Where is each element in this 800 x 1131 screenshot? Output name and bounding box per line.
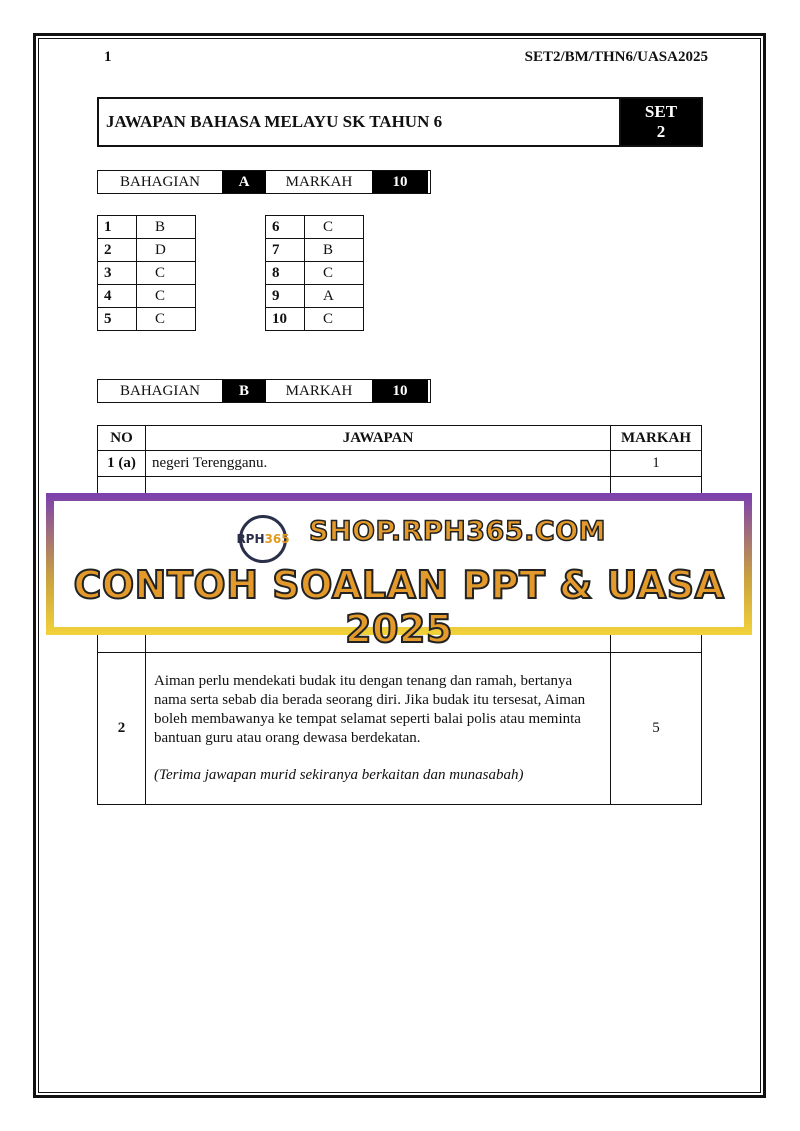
question-number: 8	[266, 262, 305, 285]
question-number: 3	[98, 262, 137, 285]
table-row	[98, 216, 196, 239]
question-number: 5	[98, 308, 137, 331]
question-number: 4	[98, 285, 137, 308]
header-no: NO	[98, 426, 146, 451]
page-number: 1	[104, 49, 112, 65]
question-number: 2	[98, 239, 137, 262]
table-header-row	[98, 426, 702, 451]
table-row	[98, 308, 196, 331]
answer-letter: C	[137, 308, 196, 331]
shop-url[interactable]: SHOP.RPH365.COM	[309, 516, 607, 547]
table-row	[266, 285, 364, 308]
document-title: JAWAPAN BAHASA MELAYU SK TAHUN 6	[99, 99, 621, 145]
answer-letter: C	[305, 262, 364, 285]
header-answer: JAWAPAN	[146, 426, 611, 451]
question-number: 1	[98, 216, 137, 239]
row-marks: 5	[611, 653, 702, 805]
answers-table-left	[97, 215, 196, 331]
set-badge	[621, 99, 701, 145]
answer-letter: D	[137, 239, 196, 262]
answers-table-right	[265, 215, 364, 331]
table-row	[266, 262, 364, 285]
question-number: 9	[266, 285, 305, 308]
answer-letter: C	[137, 262, 196, 285]
section-a-bar	[97, 170, 431, 194]
promo-banner-inner	[54, 501, 744, 651]
row-answer-cell	[146, 653, 611, 805]
table-row	[266, 308, 364, 331]
row-answer-note: (Terima jawapan murid sekiranya berkaitan dan munasabah)	[154, 767, 524, 783]
table-row	[98, 285, 196, 308]
question-number: 7	[266, 239, 305, 262]
section-b-marks: 10	[372, 380, 428, 402]
header-marks: MARKAH	[611, 426, 702, 451]
title-box	[97, 97, 703, 147]
logo-accent: 365	[264, 532, 290, 546]
section-a-label: BAHAGIAN	[98, 171, 222, 193]
answer-letter: B	[305, 239, 364, 262]
answer-letter: C	[137, 285, 196, 308]
answer-letter: A	[305, 285, 364, 308]
row-number: 2	[98, 653, 146, 805]
question-number: 6	[266, 216, 305, 239]
table-row	[266, 239, 364, 262]
set-number: 2	[656, 122, 666, 141]
promo-banner[interactable]	[46, 493, 752, 651]
row-answer: Aiman perlu mendekati budak itu dengan tenang dan ramah, bertanya nama serta sebab dia berada seorang diri. Jika budak itu tersesat, Aiman boleh membawanya ke tempat selamat seperti balai polis atau meminta bantuan guru atau orang dewasa berdekatan.	[154, 673, 586, 746]
row-number: 1 (a)	[98, 451, 146, 477]
rph365-logo	[236, 515, 290, 563]
promo-headline: CONTOH SOALAN PPT & UASA 2025	[73, 563, 725, 651]
row-answer: negeri Terengganu.	[146, 451, 611, 477]
section-b-label: BAHAGIAN	[98, 380, 222, 402]
answer-letter: C	[305, 216, 364, 239]
section-b-marks-label: MARKAH	[266, 380, 372, 402]
section-a-part: A	[222, 171, 266, 193]
table-row	[98, 451, 702, 477]
section-b-part: B	[222, 380, 266, 402]
logo-text: RPH	[236, 532, 265, 546]
table-row	[266, 216, 364, 239]
table-row	[98, 653, 702, 805]
question-number: 10	[266, 308, 305, 331]
section-b-bar	[97, 379, 431, 403]
table-row	[98, 239, 196, 262]
table-row	[98, 262, 196, 285]
document-code: SET2/BM/THN6/UASA2025	[524, 49, 708, 65]
answer-letter: B	[137, 216, 196, 239]
answer-letter: C	[305, 308, 364, 331]
row-marks: 1	[611, 451, 702, 477]
section-a-marks-label: MARKAH	[266, 171, 372, 193]
section-a-marks: 10	[372, 171, 428, 193]
set-label: SET	[644, 102, 678, 121]
